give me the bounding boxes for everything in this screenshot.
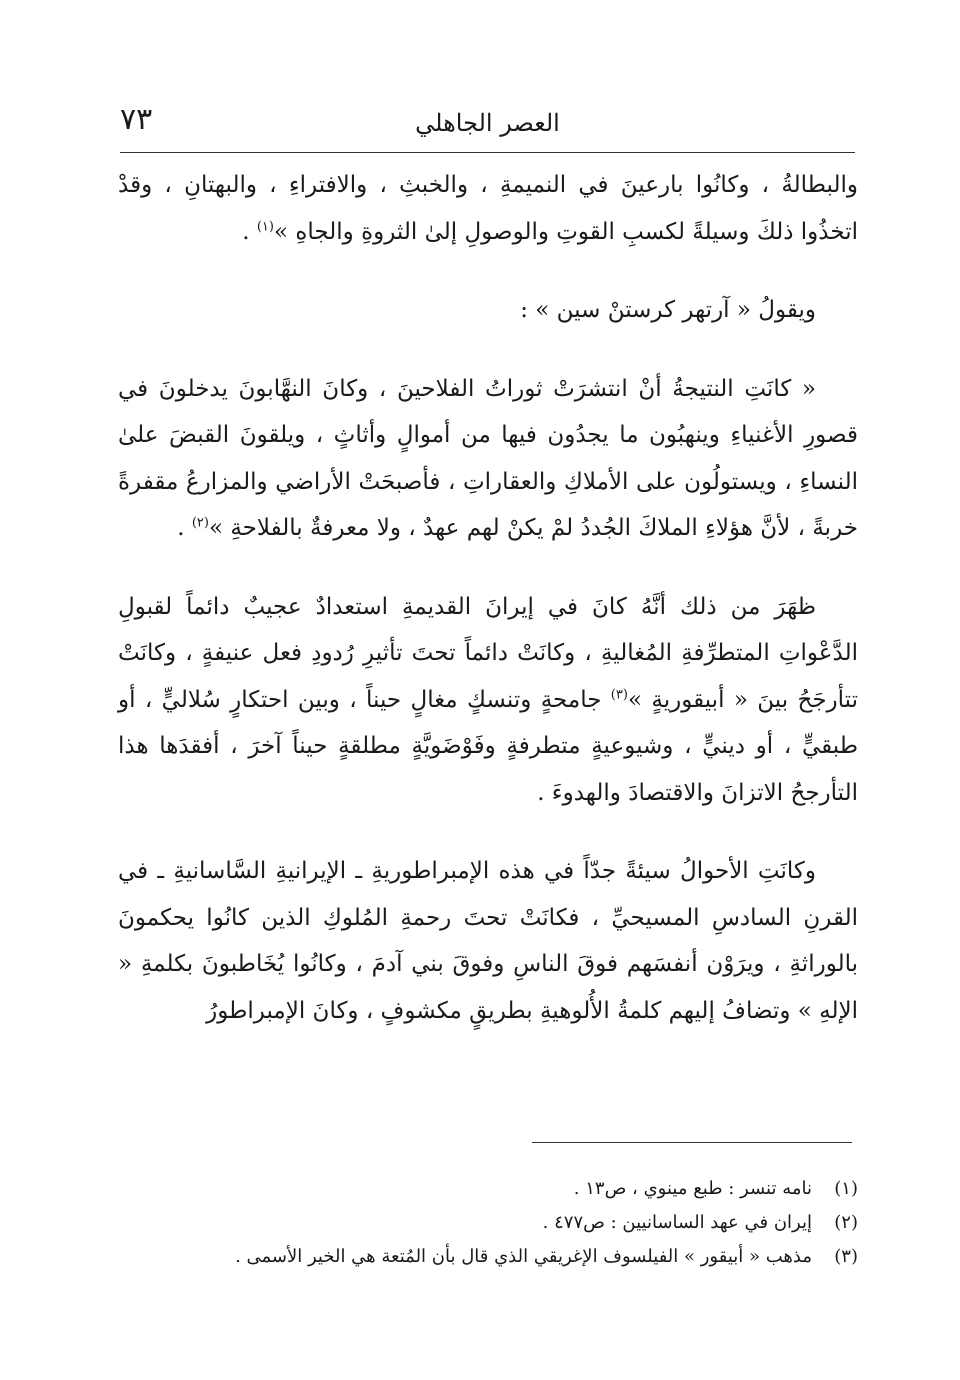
footnote-rule [532, 1142, 852, 1143]
paragraph-2: ويقولُ « آرتهر كرستنْ سين » : [520, 297, 816, 323]
header-rule [120, 152, 855, 153]
running-title: العصر الجاهلي [415, 109, 560, 137]
footnote-ref-3: (٣) [610, 686, 628, 702]
footnote-3 [118, 1240, 858, 1274]
body-text [118, 162, 858, 1066]
page-number: ٧٣ [120, 102, 153, 137]
paragraph-5: وكانَتِ الأحوالُ سيئةً جدّاً في هذه الإمبراطوريةِ ـ الإيرانيةِ السَّاسانيةِ ـ في القرنِ السادسِ المسيحيِّ ، فكانَتْ تحتَ رحمةِ المُلوكِ الذين كانُوا يحكمونَ بالوراثةِ ، ويرَوْن أنفسَهم فوقَ الناسِ وفوقَ بني آدمَ ، وكانُوا يُخَاطبونَ بكلمةِ « الإلهِ » وتضافُ إليهم كلمةُ الأُلوهيةِ بطريقٍ مكشوفٍ ، وكانَ الإمبراطورُ [118, 858, 858, 1024]
footnote-number: (٣) [834, 1246, 858, 1267]
paragraph-1: والبطالةُ ، وكانُوا بارعينَ في النميمةِ ، والخبثِ ، والافتراءِ ، والبهتانِ ، وقدْ اتخذُوا ذلكَ وسيلةً لكسبِ القوتِ والوصولِ إلىٰ الثروةِ والجاهِ »$^{(١)}$ . [118, 172, 858, 245]
footnote-number: (٢) [834, 1212, 858, 1233]
footnote-1 [118, 1172, 858, 1206]
footnote-ref-1: (١) [256, 218, 274, 234]
footnote-number: (١) [834, 1178, 858, 1199]
footnote-2 [118, 1206, 858, 1240]
footnote-ref-2: (٢) [191, 515, 209, 531]
paragraph-3-quote: « كانَتِ النتيجةُ أنْ انتشرَتْ ثوراتُ الفلاحينَ ، وكانَ النهَّابونَ يدخلونَ في قصورِ الأغنياءِ وينهبُون ما يجدُون فيها من أموالٍ وأثاثٍ ، ويلقونَ القبضَ علىٰ النساءِ ، ويستولُون على الأملاكِ والعقاراتِ ، فأصبحَتْ الأراضي والمزارعُ مقفرةً خربةً ، لأنَّ هؤلاءِ الملاكَ الجُددُ لمْ يكنْ لهم عهدٌ ، ولا معرفةٌ بالفلاحةِ »$^{(٢)}$ . [118, 375, 858, 541]
footnote-text: إيران في عهد الساسانيين : ص٤٧٧ . [542, 1212, 812, 1233]
page-header [120, 100, 855, 150]
footnote-text: مذهب « أبيقور » الفيلسوف الإغريقي الذي قال بأن المُتعة هي الخير الأسمى . [235, 1246, 812, 1267]
paragraph-4: ظهَرَ من ذلك أنَّهُ كانَ في إيرانَ القديمةِ استعدادٌ عجيبٌ دائماً لقبولِ الدَّعْواتِ المتطرِّفةِ المُغاليةِ ، وكانَتْ دائماً تحتَ تأثيرِ رُدودِ فعل عنيفةٍ ، وكانَتْ تتأرجَحُ بينَ « أبيقوريةٍ »$^{(٣)}$ جامحةٍ وتنسكٍ مغالٍ حيناً ، وبين احتكارٍ سُلاليٍّ ، أو طبقيٍّ ، أو دينيٍّ ، وشيوعيةٍ متطرفةٍ وفَوْضَويَّةٍ مطلقةٍ حيناً آخرَ ، أفقدَها هذا التأرجحُ الاتزانَ والاقتصادَ والهدوءَ . [118, 593, 858, 806]
footnotes [118, 1172, 858, 1274]
footnote-text: نامه تنسر : طبع مينوي ، ص١٣ . [573, 1178, 812, 1199]
